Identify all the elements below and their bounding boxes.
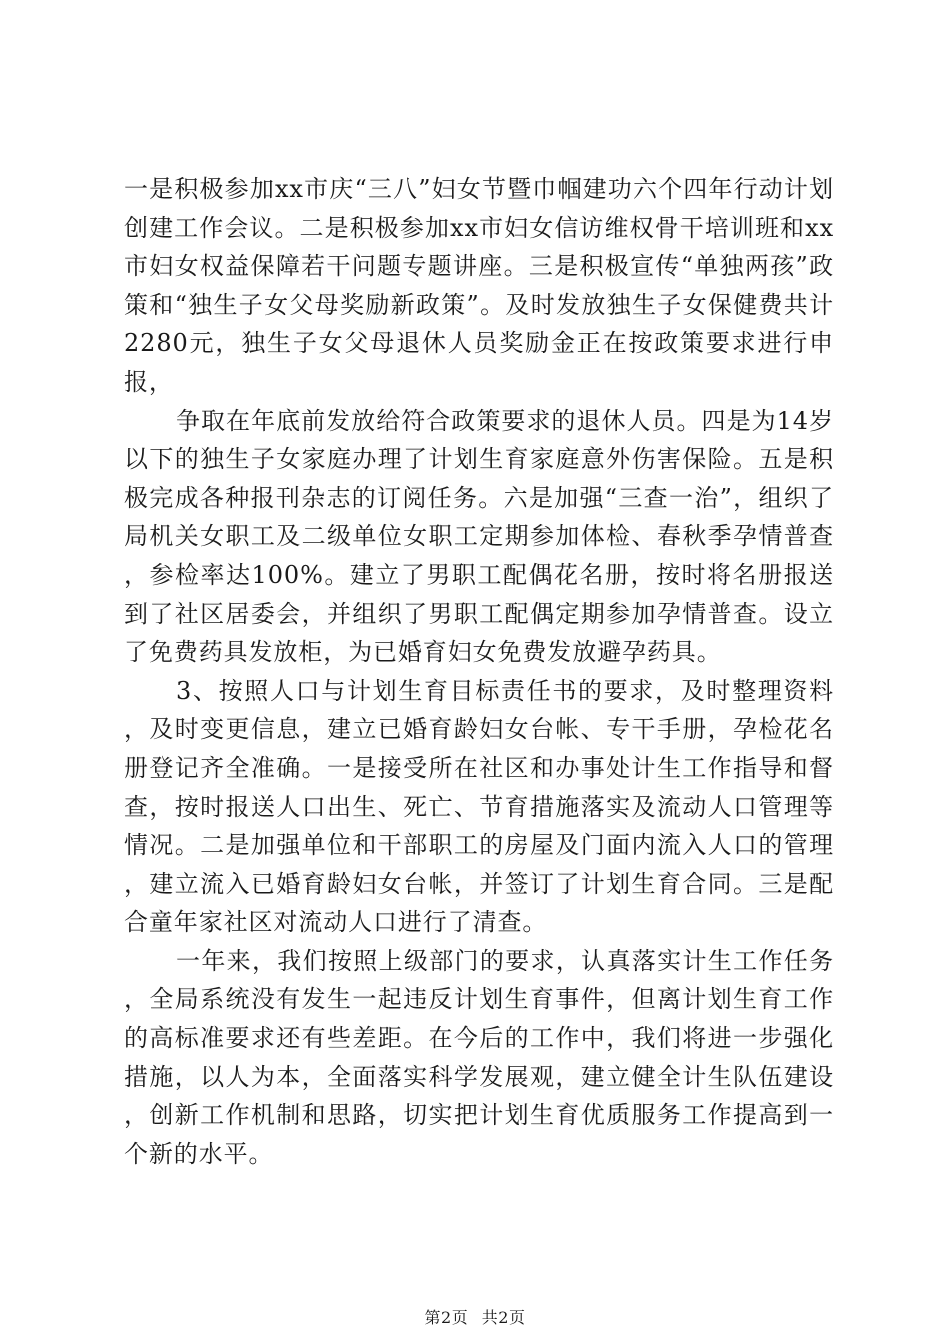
paragraph-3: 3、按照人口与计划生育目标责任书的要求，及时整理资料，及时变更信息，建立已婚育龄妇女台帐、专干手册，孕检花名册登记齐全准确。一是接受所在社区和办事处计生工作指导和督查，按时报送人口出生、死亡、节育措施落实及流动人口管理等情况。二是加强单位和干部职工的房屋及门面内流入人口的管理，建立流入已婚育龄妇女台帐，并签订了计划生育合同。三是配合童年家社区对流动人口进行了清查。 — [124, 676, 834, 937]
paragraph-2: 争取在年底前发放给符合政策要求的退休人员。四是为14岁以下的独生子女家庭办理了计划生育家庭意外伤害保险。五是积极完成各种报刊杂志的订阅任务。六是加强“三查一治”，组织了局机关女职工及二级单位女职工定期参加体检、春秋季孕情普查，参检率达100%。建立了男职工配偶花名册，按时将名册报送到了社区居委会，并组织了男职工配偶定期参加孕情普查。设立了免费药具发放柜，为已婚育妇女免费发放避孕药具。 — [124, 406, 834, 667]
paragraph-4: 一年来，我们按照上级部门的要求，认真落实计生工作任务，全局系统没有发生一起违反计划生育事件，但离计划生育工作的高标准要求还有些差距。在今后的工作中，我们将进一步强化措施，以人为本，全面落实科学发展观，建立健全计生队伍建设，创新工作机制和思路，切实把计划生育优质服务工作提高到一个新的水平。 — [124, 946, 834, 1168]
page-number: 第2页 — [424, 1308, 469, 1327]
page-footer — [0, 1305, 950, 1328]
paragraph-1: 一是积极参加xx市庆“三八”妇女节暨巾帼建功六个四年行动计划创建工作会议。二是积极参加xx市妇女信访维权骨干培训班和xx市妇女权益保障若干问题专题讲座。三是积极宣传“单独两孩”政策和“独生子女父母奖励新政策”。及时发放独生子女保健费共计2280元，独生子女父母退休人员奖励金正在按政策要求进行申报， — [124, 175, 834, 396]
document-body — [124, 170, 834, 1173]
page-total: 共2页 — [481, 1308, 526, 1327]
